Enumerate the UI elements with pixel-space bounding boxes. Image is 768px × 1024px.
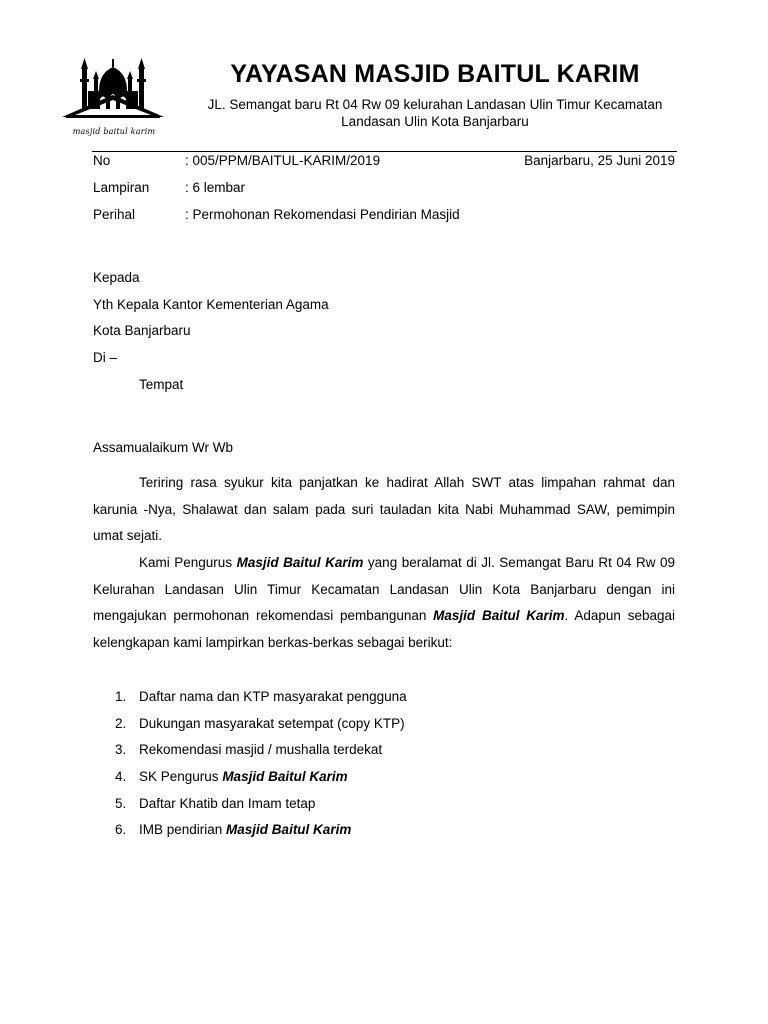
mosque-name-emphasis: Masjid Baitul Karim [236,555,364,570]
mosque-icon [58,55,168,127]
list-item [93,768,653,795]
request-paragraph [93,550,675,656]
list-number: 4. [115,769,127,785]
logo [58,55,168,139]
salutation: Assamualaikum Wr Wb [93,440,234,455]
organization-address [195,96,675,130]
letter-date: Banjarbaru, 25 Juni 2019 [524,153,675,168]
request-text-1: Kami Pengurus [139,555,237,570]
address-line-1: JL. Semangat baru Rt 04 Rw 09 kelurahan Landasan Ulin Timur Kecamatan [207,97,663,112]
address-line-2: Landasan Ulin Kota Banjarbaru [341,114,529,129]
list-text: Dukungan masyarakat setempat (copy KTP) [139,715,405,731]
list-text: Daftar nama dan KTP masyarakat pengguna [139,689,407,704]
recipient-line-5: Tempat [139,377,184,392]
request-text-3: . Adapun sebagai kelengkapan kami lampirkan berkas-berkas sebagai berikut: [93,608,675,650]
list-text: Rekomendasi masjid / mushalla terdekat [139,742,383,758]
list-number: 2. [115,715,127,731]
subject-value: : Permohonan Rekomendasi Pendirian Masjid [185,207,460,222]
recipient-line-3: Kota Banjarbaru [93,323,191,338]
recipient-line-2: Yth Kepala Kantor Kementerian Agama [93,297,329,312]
number-label: No [93,153,111,168]
attachment-value: : 6 lembar [185,180,246,195]
list-item [93,688,653,715]
list-text: Daftar Khatib dan Imam tetap [139,795,316,811]
list-number: 1. [115,689,127,704]
recipient-line-4: Di – [93,350,118,365]
attachment-label: Lampiran [93,180,150,195]
list-number: 3. [115,742,127,758]
attachment-list [93,688,653,848]
mosque-name-emphasis: Masjid Baitul Karim [433,608,565,623]
list-item [93,821,653,848]
number-value: : 005/PPM/BAITUL-KARIM/2019 [185,153,381,168]
subject-label: Perihal [93,207,136,222]
list-number: 6. [115,822,127,838]
request-text-2: yang beralamat di Jl. Semangat Baru Rt 04 Rw 09 Kelurahan Landasan Ulin Timur Kecamatan Landasan Ulin Kota Banjarbaru dengan ini mengajukan permohonan rekomendasi pembangunan [93,555,675,623]
opening-paragraph: Teriring rasa syukur kita panjatkan ke hadirat Allah SWT atas limpahan rahmat dan karunia -Nya, Shalawat dan salam pada suri tauladan kita Nabi Muhammad SAW, pemimpin umat sejati. [93,475,675,543]
list-text: IMB pendirian Masjid Baitul Karim [139,822,352,838]
logo-caption: masjid baitul karim [72,127,156,136]
list-text: SK Pengurus Masjid Baitul Karim [139,769,348,785]
list-number: 5. [115,795,127,811]
list-item [93,795,653,822]
organization-name: YAYASAN MASJID BAITUL KARIM [230,60,640,88]
list-item [93,741,653,768]
recipient-line-1: Kepada [93,270,140,285]
list-item [93,715,653,742]
